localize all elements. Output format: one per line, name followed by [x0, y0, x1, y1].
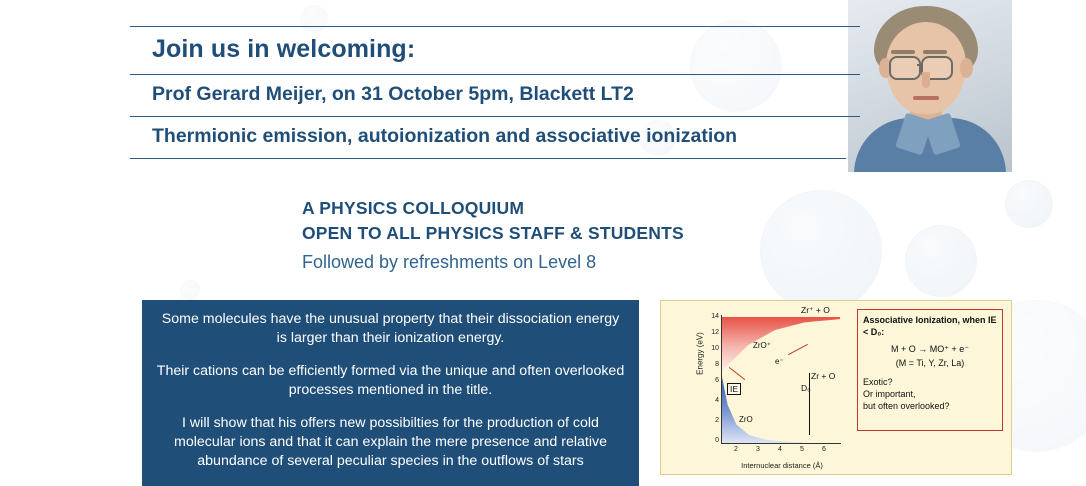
decorative-bubble — [905, 225, 977, 297]
y-tick-label: 14 — [711, 313, 719, 320]
ionization-arrow — [729, 367, 745, 380]
headline-text: Join us in welcoming — [152, 35, 407, 63]
energy-plot — [691, 311, 846, 470]
speaker-photo — [848, 0, 1012, 172]
curve-label-neutral: ZrO — [739, 415, 753, 424]
callout-question-2: Or important, — [863, 388, 916, 399]
speaker-row — [130, 75, 860, 116]
talk-title: Thermionic emission, autoionization and associative ionization — [152, 125, 738, 147]
subtitle-block — [302, 196, 684, 273]
ionization-arrow — [788, 344, 808, 355]
abstract-paragraph: I will show that his offers new possibilties for the production of cold molecular ions and that it can explain the mere presence and relative abundance of several peculiar species in the outflows of stars — [174, 415, 607, 470]
figure-label-top: Zr⁺ + O — [801, 305, 830, 315]
photo-brow-right — [923, 50, 947, 54]
x-tick-label: 2 — [734, 446, 738, 453]
x-axis-label: Internuclear distance (Å) — [741, 461, 823, 470]
subtitle-refreshments: Followed by refreshments on Level 8 — [302, 251, 597, 272]
decorative-bubble — [1005, 180, 1053, 228]
potential-energy-figure — [660, 300, 1012, 475]
talk-title-row — [130, 117, 860, 158]
glasses-icon — [889, 56, 921, 80]
x-tick-label: 5 — [800, 446, 804, 453]
ie-label: IE — [727, 383, 741, 395]
callout-question-1: Exotic? — [863, 376, 893, 387]
photo-brow-left — [891, 50, 915, 54]
y-tick-label: 4 — [715, 397, 719, 404]
y-tick-label: 0 — [715, 437, 719, 444]
photo-ear-right — [960, 58, 973, 78]
glasses-bridge — [917, 64, 923, 66]
y-tick-label: 8 — [715, 361, 719, 368]
y-axis-label: Energy (eV) — [695, 332, 705, 375]
y-tick-label: 12 — [711, 329, 719, 336]
decorative-bubble — [180, 280, 200, 300]
x-axis — [721, 443, 841, 444]
speaker-line: Prof Gerard Meijer, on 31 October 5pm, Blackett LT2 — [152, 83, 634, 105]
photo-nose — [922, 72, 930, 88]
subtitle-colloquium: A PHYSICS COLLOQUIUM — [302, 198, 525, 218]
x-tick-label: 6 — [822, 446, 826, 453]
d0-label: D₀ — [801, 383, 811, 393]
callout-title: Associative Ionization, when IE < D₀: — [863, 315, 997, 338]
abstract-paragraph: Their cations can be efficiently formed via the unique and often overlooked processes mentioned in the title. — [156, 363, 625, 399]
headline-colon: : — [406, 35, 416, 63]
callout-equation: M + O → MO⁺ + e⁻ — [890, 344, 970, 355]
y-tick-label: 10 — [711, 345, 719, 352]
decorative-bubble — [760, 190, 882, 312]
abstract-paragraph: Some molecules have the unusual property that their dissociation energy is larger than their ionization energy. — [161, 311, 620, 347]
curve-label-cation: ZrO⁺ — [753, 341, 771, 350]
callout-equation-note: (M = Ti, Y, Zr, La) — [895, 358, 965, 369]
callout-question-3: but often overlooked? — [863, 400, 950, 411]
x-tick-label: 3 — [756, 446, 760, 453]
photo-mouth — [913, 96, 939, 100]
y-axis — [721, 315, 722, 443]
y-tick-label: 6 — [715, 377, 719, 384]
headline-row — [130, 27, 860, 74]
title-block — [130, 26, 860, 159]
associative-ionization-callout — [857, 309, 1003, 431]
x-tick-label: 4 — [778, 446, 782, 453]
divider — [130, 158, 846, 159]
subtitle-audience: OPEN TO ALL PHYSICS STAFF & STUDENTS — [302, 223, 684, 244]
y-tick-label: 2 — [715, 417, 719, 424]
electron-label: e⁻ — [775, 357, 784, 366]
figure-label-mid: Zr + O — [811, 371, 836, 381]
abstract-panel — [142, 300, 639, 486]
